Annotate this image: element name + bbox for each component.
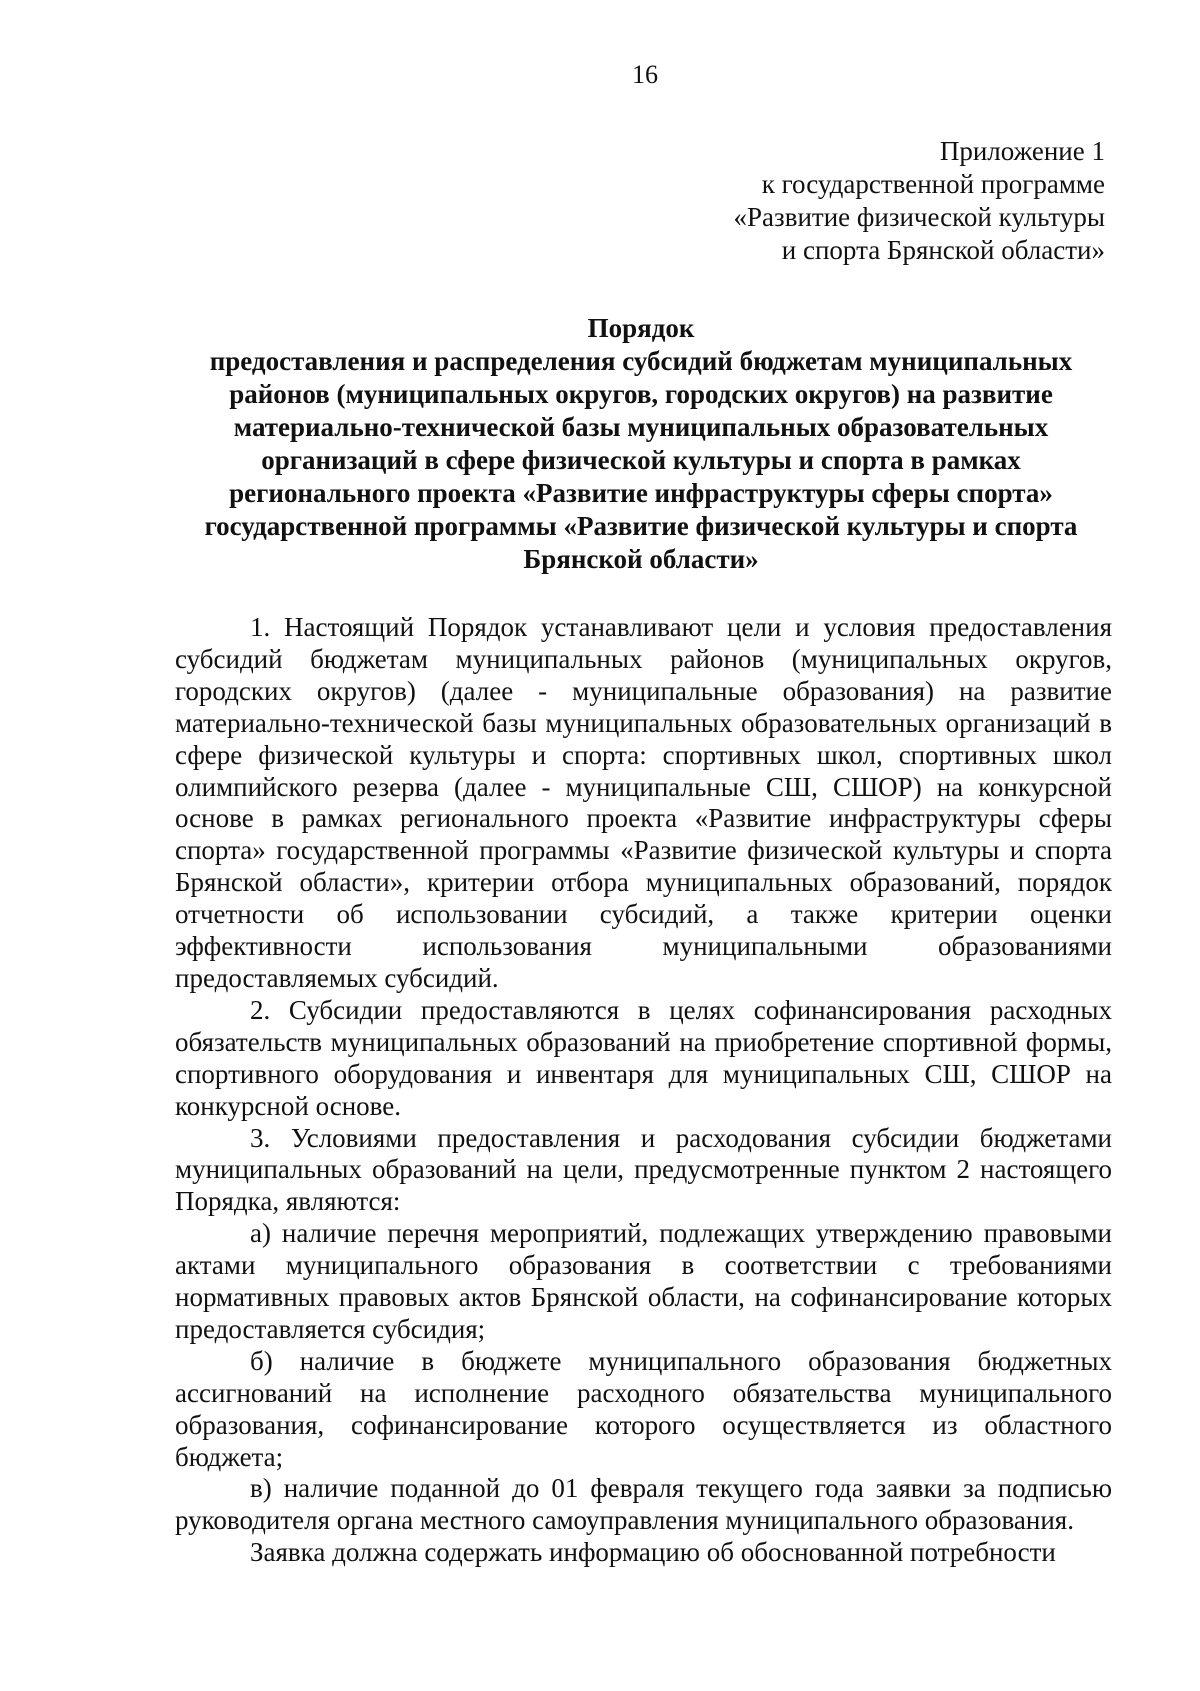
annex-line: к государственной программе (761, 169, 1105, 199)
document-body (175, 612, 1112, 1569)
title-line: районов (муниципальных округов, городских округов) на развитие (229, 379, 1053, 409)
annex-line: и спорта Брянской области» (781, 235, 1105, 265)
annex-line: «Развитие физической культуры (733, 202, 1105, 232)
paragraph-2: 2. Субсидии предоставляются в целях софинансирования расходных обязательств муниципальных образований на приобретение спортивной формы, спортивного оборудования и инвентаря для муниципальных СШ, СШОР на конкурсной основе. (175, 994, 1112, 1121)
paragraph-3b: б) наличие в бюджете муниципального образования бюджетных ассигнований на исполнение расходного обязательства муниципального образования, софинансирование которого осуществляется из областного бюджета; (175, 1345, 1112, 1472)
paragraph-3: 3. Условиями предоставления и расходования субсидии бюджетами муниципальных образований на цели, предусмотренные пунктом 2 настоящего Порядка, являются: (175, 1122, 1112, 1217)
document-title (170, 312, 1112, 576)
title-line: государственной программы «Развитие физической культуры и спорта (204, 511, 1078, 541)
title-line: Порядок (587, 313, 695, 343)
paragraph-3c: в) наличие поданной до 01 февраля текущего года заявки за подписью руководителя органа местного самоуправления муниципального образования. (175, 1473, 1112, 1536)
paragraph-3a: а) наличие перечня мероприятий, подлежащих утверждению правовыми актами муниципального образования в соответствии с требованиями нормативных правовых актов Брянской области, на софинансирование которых предоставляется субсидия; (175, 1218, 1112, 1344)
title-line: предоставления и распределения субсидий бюджетам муниципальных (209, 346, 1073, 376)
page-number: 16 (632, 60, 658, 89)
paragraph-1: 1. Настоящий Порядок устанавливают цели и условия предоставления субсидий бюджетам муниципальных районов (муниципальных округов, городских округов) (далее - муниципальные образования) на развитие материально-технической базы муниципальных образовательных организаций в сфере физической культуры и спорта: спортивных школ, спортивных школ олимпийского резерва (далее - муниципальные СШ, СШОР) на конкурсной основе в рамках регионального проекта «Развитие инфраструктуры сферы спорта» государственной программы «Развитие физической культуры и спорта Брянской области», критерии отбора муниципальных образований, порядок отчетности об использовании субсидий, а также критерии оценки эффективности использования муниципальными образованиями предоставляемых субсидий. (175, 612, 1112, 993)
title-line: регионального проекта «Развитие инфраструктуры сферы спорта» (229, 478, 1053, 508)
title-line: Брянской области» (523, 544, 759, 574)
paragraph-application: Заявка должна содержать информацию об обоснованной потребности (250, 1537, 1056, 1568)
annex-line: Приложение 1 (939, 136, 1105, 166)
title-line: материально-технической базы муниципальных образовательных (233, 412, 1049, 442)
title-line: организаций в сфере физической культуры и спорта в рамках (261, 445, 1021, 475)
annex-reference (734, 135, 1105, 267)
